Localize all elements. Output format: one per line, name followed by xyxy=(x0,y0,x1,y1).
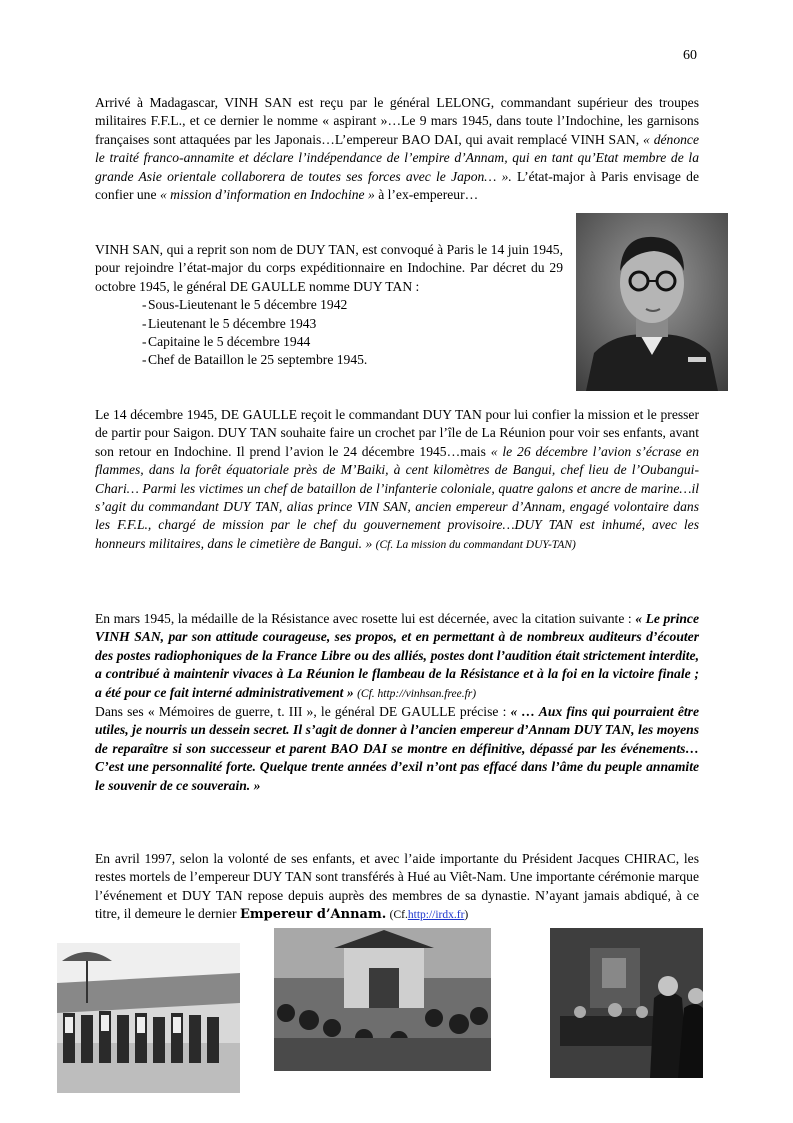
list-item: - Lieutenant le 5 décembre 1943 xyxy=(95,315,563,333)
text: L’état-major à Paris envisage de confier une xyxy=(95,168,699,203)
altar-ceremony-photo xyxy=(550,928,703,1078)
paragraph-madagascar xyxy=(95,94,699,204)
quote-mission: « mission d’information en Indochine » xyxy=(159,187,375,203)
ceremony-crowd-photo xyxy=(274,928,491,1071)
emperor-title: Empereur d’Annam. xyxy=(239,907,387,923)
text: Arrivé à Madagascar, VINH SAN est reçu par le général LELONG, commandant supérieur des troupes militaires F.F.L., et ce dernier le nomme « aspirant »…Le 9 mars 1945, dans toute l’Indochine, les garnisons françaises sont attaquées par les Japonais…L’empereur BAO DAI, qui avait remplacé VINH SAN, xyxy=(95,95,699,147)
quote-medal-citation: « Le prince VINH SAN, par son attitude courageuse, ses propos, et en permettant à de nombreux auditeurs d’écouter des postes radiophoniques de la France Libre ou des alliés, postes dont l’audition était strictement interdite, a contribué à maintenir vivaces à La Réunion le flambeau de la Résistance et à la foi en la victoire finale ; a été pour ce fait interné administrativement » xyxy=(95,611,699,700)
citation: (Cf. http://vinhsan.free.fr) xyxy=(357,687,477,700)
irdx-link[interactable]: http://irdx.fr xyxy=(407,909,465,922)
text: à l’ex-empereur… xyxy=(378,187,479,203)
page-number: 60 xyxy=(683,48,697,63)
quote-crash: « le 26 décembre l’avion s’écrase en flammes, dans la forêt équatoriale près de M’Baiki, à cent kilomètres de Bangui, chef lieu de l’Oubangui-Chari… Parmi les victimes un chef de bataillon de l’infanterie coloniale, quatre galons et ancre de marine…il s’agit du commandant DUY TAN, alias prince VIN SAN, ancien empereur d’Annam, engagé volontaire dans les F.F.L., chargé de mission par le chef du gouvernement provisoire…DUY TAN est inhumé, avec les honneurs militaires, dans le cimetière de Bangui. » xyxy=(95,443,699,551)
paragraph-promotions xyxy=(95,241,563,370)
text: En mars 1945, la médaille de la Résistance avec rosette lui est décernée, avec la citation suivante : xyxy=(95,611,632,626)
list-item: - Sous-Lieutenant le 5 décembre 1942 xyxy=(95,296,563,314)
list-item: - Capitaine le 5 décembre 1944 xyxy=(95,333,563,351)
medal-block xyxy=(95,610,699,703)
paragraph-return-hue xyxy=(95,850,699,925)
citation: (Cf. La mission du commandant DUY-TAN) xyxy=(375,538,576,551)
paragraph-plane-crash xyxy=(95,406,699,554)
text: En avril 1997, selon la volonté de ses enfants, et avec l’aide importante du Président Jacques CHIRAC, les restes mortels de l’empereur DUY TAN sont transférés à Hué au Viêt-Nam. Une importante cérémonie marque l’événement et DUY TAN repose depuis auprès des membres de sa dynastie. N’ayant jamais abdiqué, à ce titre, il demeure le dernier xyxy=(95,851,699,922)
rank-list xyxy=(95,296,563,370)
citation-suffix: ) xyxy=(464,909,469,922)
text: Le 14 décembre 1945, DE GAULLE reçoit le commandant DUY TAN pour lui confier la mission et le presser de partir pour Saigon. DUY TAN souhaite faire un crochet par l’île de La Réunion pour voir ses enfants, avant son retour en Indochine. Il prend l’avion le 24 décembre 1945…mais xyxy=(95,407,699,459)
quote-bao-dai: « dénonce le traité franco-annamite et déclare l’indépendance de l’empire d’Annam, qui en tant qu’Etat membre de la grande Asie orientale collaborera de toutes ses forces avec le Japon… ». xyxy=(95,131,700,184)
list-item: - Chef de Bataillon le 25 septembre 1945. xyxy=(95,351,563,369)
quote-de-gaulle: « … Aux fins qui pourraient être utiles, je nourris un dessein secret. Il s’agit de donner à l’ancien empereur d’Annam DUY TAN, les moyens de reparaître si son successeur et parent BAO DAI se montre en définitive, dépassé par les événements…C’est une personnalité forte. Quelque trente années d’exil n’ont pas effacé dans l’âme du peuple annamite le souvenir de ce souverain. » xyxy=(95,704,699,793)
portrait-photo-duy-tan xyxy=(576,213,728,391)
text: Dans ses « Mémoires de guerre, t. III », le général DE GAULLE précise : xyxy=(95,704,507,720)
text: VINH SAN, qui a reprit son nom de DUY TAN, est convoqué à Paris le 14 juin 1945, pour rejoindre l’état-major du corps expéditionnaire en Indochine. Par décret du 29 octobre 1945, le général DE GAULLE nomme DUY TAN : xyxy=(95,242,563,294)
citation-prefix: (Cf. xyxy=(389,909,408,922)
paragraph-medal xyxy=(95,610,699,795)
de-gaulle-block xyxy=(95,703,699,795)
ceremony-procession-photo xyxy=(57,943,240,1093)
